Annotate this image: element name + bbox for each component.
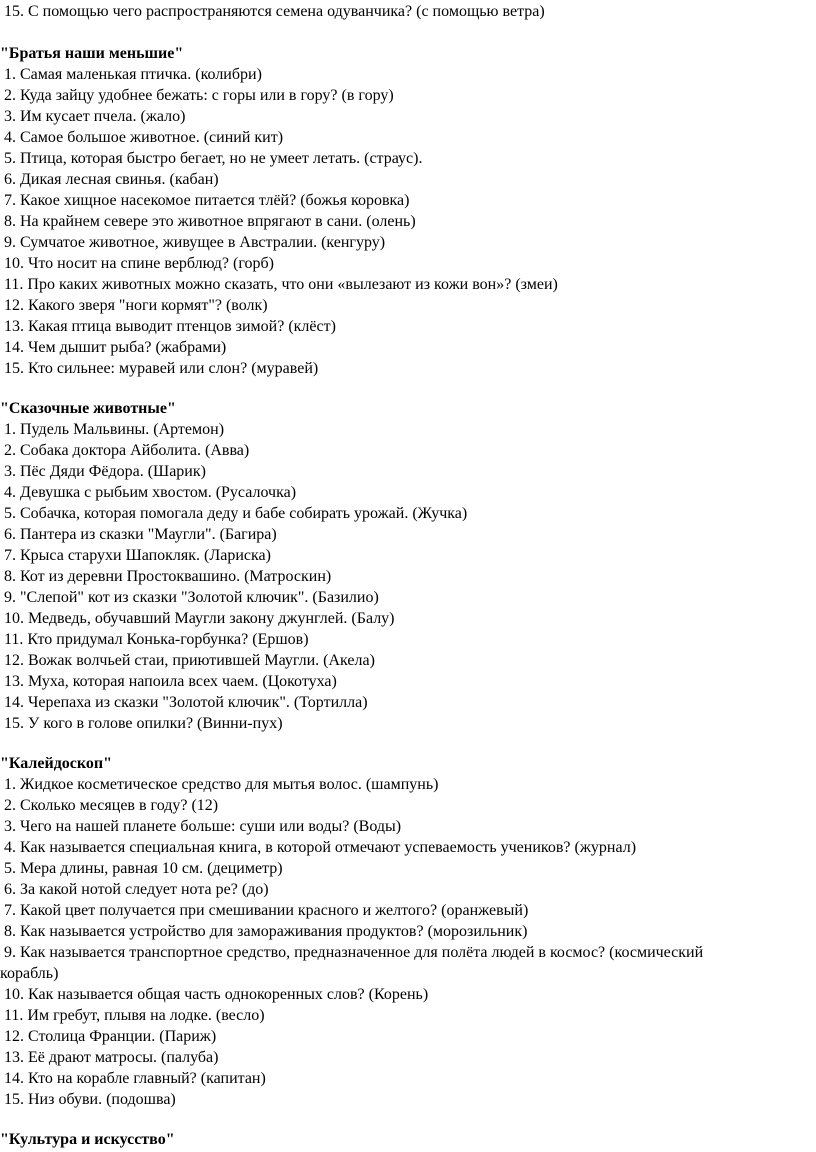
list-item: 5. Собачка, которая помогала деду и бабе собирать урожай. (Жучка) bbox=[4, 505, 468, 522]
section-title-culture: "Культура и искусство" bbox=[0, 1131, 175, 1148]
list-item: 12. Вожак волчьей стаи, приютившей Маугли. (Акела) bbox=[4, 652, 375, 669]
list-item: 1. Пудель Мальвины. (Артемон) bbox=[4, 421, 225, 438]
list-item: 6. За какой нотой следует нота ре? (до) bbox=[4, 881, 269, 898]
list-item: 15. Низ обуви. (подошва) bbox=[4, 1091, 176, 1108]
list-item: 5. Мера длины, равная 10 см. (дециметр) bbox=[4, 860, 283, 877]
list-item: 15. Кто сильнее: муравей или слон? (муравей) bbox=[4, 360, 319, 377]
list-item: 2. Собака доктора Айболита. (Авва) bbox=[4, 442, 250, 459]
list-item: 2. Куда зайцу удобнее бежать: с горы или в гору? (в гору) bbox=[4, 87, 394, 104]
list-item: 9. "Слепой" кот из сказки "Золотой ключик". (Базилио) bbox=[4, 589, 379, 606]
list-item: 6. Дикая лесная свинья. (кабан) bbox=[4, 171, 219, 188]
section-title-kaleidoscope: "Калейдоскоп" bbox=[0, 755, 113, 772]
list-item: 3. Чего на нашей планете больше: суши или воды? (Воды) bbox=[4, 818, 402, 835]
list-item: 8. На крайнем севере это животное впрягают в сани. (олень) bbox=[4, 213, 416, 230]
list-item: 10. Как называется общая часть однокоренных слов? (Корень) bbox=[4, 986, 429, 1003]
list-item: 12. Какого зверя "ноги кормят"? (волк) bbox=[4, 297, 268, 314]
list-item: 14. Кто на корабле главный? (капитан) bbox=[4, 1070, 266, 1087]
list-item: 4. Самое большое животное. (синий кит) bbox=[4, 129, 284, 146]
list-item: 3. Пёс Дяди Фёдора. (Шарик) bbox=[4, 463, 206, 480]
list-item: 7. Какое хищное насекомое питается тлёй? (божья коровка) bbox=[4, 192, 410, 209]
list-item: 1. Жидкое косметическое средство для мытья волос. (шампунь) bbox=[4, 776, 439, 793]
list-item: 1. Самая маленькая птичка. (колибри) bbox=[4, 66, 262, 83]
list-item: 6. Пантера из сказки "Маугли". (Багира) bbox=[4, 526, 277, 543]
list-item: 14. Черепаха из сказки "Золотой ключик". (Тортилла) bbox=[4, 694, 368, 711]
list-item: 14. Чем дышит рыба? (жабрами) bbox=[4, 339, 227, 356]
list-item: 5. Птица, которая быстро бегает, но не умеет летать. (страус). bbox=[4, 150, 423, 167]
list-item: 13. Её драют матросы. (палуба) bbox=[4, 1049, 219, 1066]
list-item: 4. Как называется специальная книга, в которой отмечают успеваемость учеников? (журнал) bbox=[4, 839, 637, 856]
section-title-animals: "Братья наши меньшие" bbox=[0, 45, 184, 62]
list-item: 9. Как называется транспортное средство, предназначенное для полёта людей в космос? (космический bbox=[4, 944, 704, 961]
list-item: 7. Крыса старухи Шапокляк. (Лариска) bbox=[4, 547, 271, 564]
list-item: 11. Им гребут, плывя на лодке. (весло) bbox=[4, 1007, 265, 1024]
list-item: 11. Кто придумал Конька-горбунка? (Ершов) bbox=[4, 631, 309, 648]
list-item: 2. Сколько месяцев в году? (12) bbox=[4, 797, 219, 814]
section-title-fairy-animals: "Сказочные животные" bbox=[0, 400, 176, 417]
list-item: 4. Девушка с рыбьим хвостом. (Русалочка) bbox=[4, 484, 297, 501]
intro-question: 15. С помощью чего распространяются семена одуванчика? (с помощью ветра) bbox=[4, 3, 545, 20]
list-item: 13. Муха, которая напоила всех чаем. (Цокотуха) bbox=[4, 673, 337, 690]
list-item: 8. Как называется устройство для замораживания продуктов? (морозильник) bbox=[4, 923, 528, 940]
list-item-continuation: корабль) bbox=[0, 965, 59, 982]
list-item: 8. Кот из деревни Простоквашино. (Матроскин) bbox=[4, 568, 332, 585]
list-item: 9. Сумчатое животное, живущее в Австралии. (кенгуру) bbox=[4, 234, 386, 251]
list-item: 11. Про каких животных можно сказать, что они «вылезают из кожи вон»? (змеи) bbox=[4, 276, 558, 293]
list-item: 10. Медведь, обучавший Маугли закону джунглей. (Балу) bbox=[4, 610, 395, 627]
list-item: 7. Какой цвет получается при смешивании красного и желтого? (оранжевый) bbox=[4, 902, 529, 919]
list-item: 12. Столица Франции. (Париж) bbox=[4, 1028, 217, 1045]
list-item: 10. Что носит на спине верблюд? (горб) bbox=[4, 255, 274, 272]
list-item: 15. У кого в голове опилки? (Винни-пух) bbox=[4, 715, 283, 732]
list-item: 3. Им кусает пчела. (жало) bbox=[4, 108, 186, 125]
list-item: 13. Какая птица выводит птенцов зимой? (клёст) bbox=[4, 318, 336, 335]
